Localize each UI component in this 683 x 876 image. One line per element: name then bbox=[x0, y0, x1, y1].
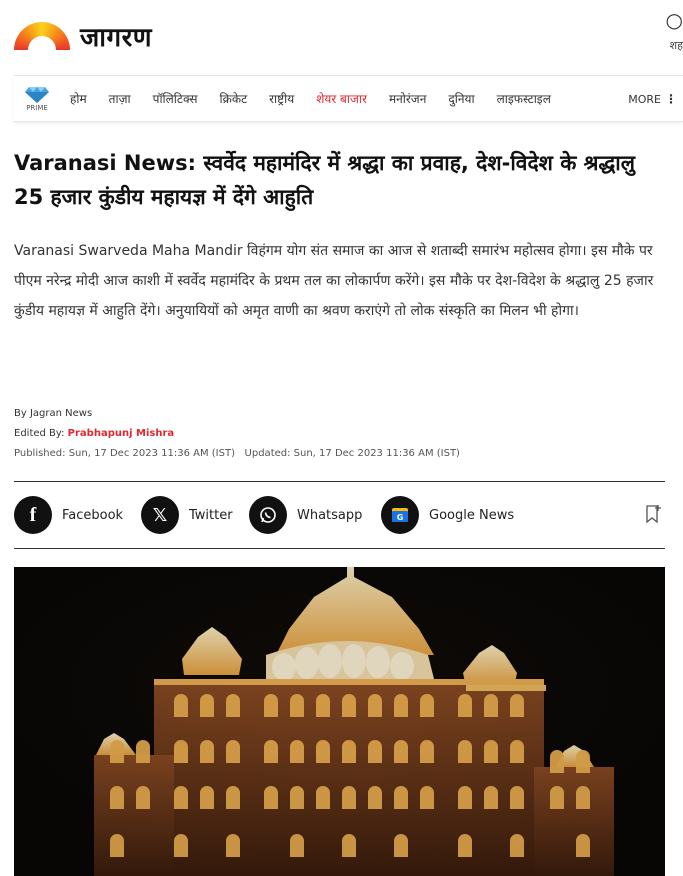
kebab-icon: ⋮ bbox=[665, 92, 677, 106]
whatsapp-label: Whatsapp bbox=[297, 507, 363, 523]
nav-item-6[interactable]: मनोरंजन bbox=[388, 92, 427, 106]
editor-link[interactable]: Prabhapunj Mishra bbox=[67, 428, 175, 439]
article-summary: Varanasi Swarveda Maha Mandir विहंगम योग संत समाज का आज से शताब्दी समारंभ महोत्सव होगा। इस मौके पर पीएम नरेन्द्र मोदी आज काशी में स्वर्वेद महामंदिर के प्रथम तल का लोकार्पण करेंगे। इस मौके पर देश-विदेश के श्रद्धालु 25 हजार कुंडीय महायज्ञ में आहुति देंगे। अनुयायियों को अमृत वाणी का श्रवण कराएंगे तो लोक संस्कृति का मिलन भी होगा। bbox=[14, 243, 654, 319]
jagran-logo[interactable] bbox=[14, 18, 152, 54]
updated-date: Updated: Sun, 17 Dec 2023 11:36 AM (IST) bbox=[244, 448, 460, 459]
city-label[interactable]: शह bbox=[669, 39, 683, 52]
google-news-label: Google News bbox=[429, 507, 515, 523]
diamond-icon bbox=[25, 85, 49, 103]
main-nav bbox=[14, 75, 683, 122]
share-bar bbox=[14, 481, 665, 549]
article-headline: Varanasi News: स्वर्वेद महामंदिर में श्रद्धा का प्रवाह, देश-विदेश के श्रद्धालु 25 हजार कुंडीय महायज्ञ में देंगे आहुति bbox=[14, 151, 635, 209]
bookmark-icon[interactable] bbox=[645, 504, 661, 524]
edited-by-label: Edited By: bbox=[14, 428, 65, 439]
nav-item-5[interactable]: शेयर बाजार bbox=[316, 92, 367, 106]
share-facebook-button[interactable] bbox=[14, 496, 123, 534]
more-label: MORE bbox=[628, 92, 661, 106]
hero-image-temple bbox=[14, 567, 665, 876]
nav-item-8[interactable]: लाइफस्टाइल bbox=[496, 92, 551, 106]
dates-line bbox=[14, 444, 460, 464]
whatsapp-icon bbox=[249, 496, 287, 534]
nav-item-1[interactable]: ताज़ा bbox=[108, 92, 131, 106]
article-meta bbox=[14, 404, 460, 464]
site-header bbox=[0, 0, 683, 72]
nav-item-7[interactable]: दुनिया bbox=[448, 92, 475, 106]
nav-item-0[interactable]: होम bbox=[70, 92, 87, 106]
published-date: Published: Sun, 17 Dec 2023 11:36 AM (IST) bbox=[14, 448, 235, 459]
prime-label: PRIME bbox=[26, 104, 48, 112]
google-news-icon bbox=[381, 496, 419, 534]
facebook-icon: f bbox=[14, 496, 52, 534]
nav-item-3[interactable]: क्रिकेट bbox=[219, 92, 248, 106]
share-google-news-button[interactable] bbox=[381, 496, 514, 534]
prime-link[interactable] bbox=[14, 85, 60, 112]
nav-item-2[interactable]: पॉलिटिक्स bbox=[152, 92, 198, 106]
logo-sun-icon bbox=[14, 22, 70, 50]
temple-illustration bbox=[14, 567, 665, 876]
facebook-label: Facebook bbox=[62, 507, 124, 523]
twitter-label: Twitter bbox=[189, 507, 233, 523]
byline: By Jagran News bbox=[14, 408, 93, 419]
header-right[interactable] bbox=[661, 8, 683, 53]
logo-text: जागरण bbox=[80, 23, 153, 53]
more-menu-button[interactable] bbox=[628, 92, 677, 106]
search-icon[interactable]: ○ bbox=[665, 8, 683, 32]
share-twitter-button[interactable] bbox=[141, 496, 233, 534]
share-whatsapp-button[interactable] bbox=[249, 496, 362, 534]
nav-items bbox=[70, 90, 573, 107]
nav-item-4[interactable]: राष्ट्रीय bbox=[269, 92, 295, 106]
editor-line bbox=[14, 424, 460, 444]
x-twitter-icon: 𝕏 bbox=[141, 496, 179, 534]
svg-text:G: G bbox=[396, 513, 404, 522]
